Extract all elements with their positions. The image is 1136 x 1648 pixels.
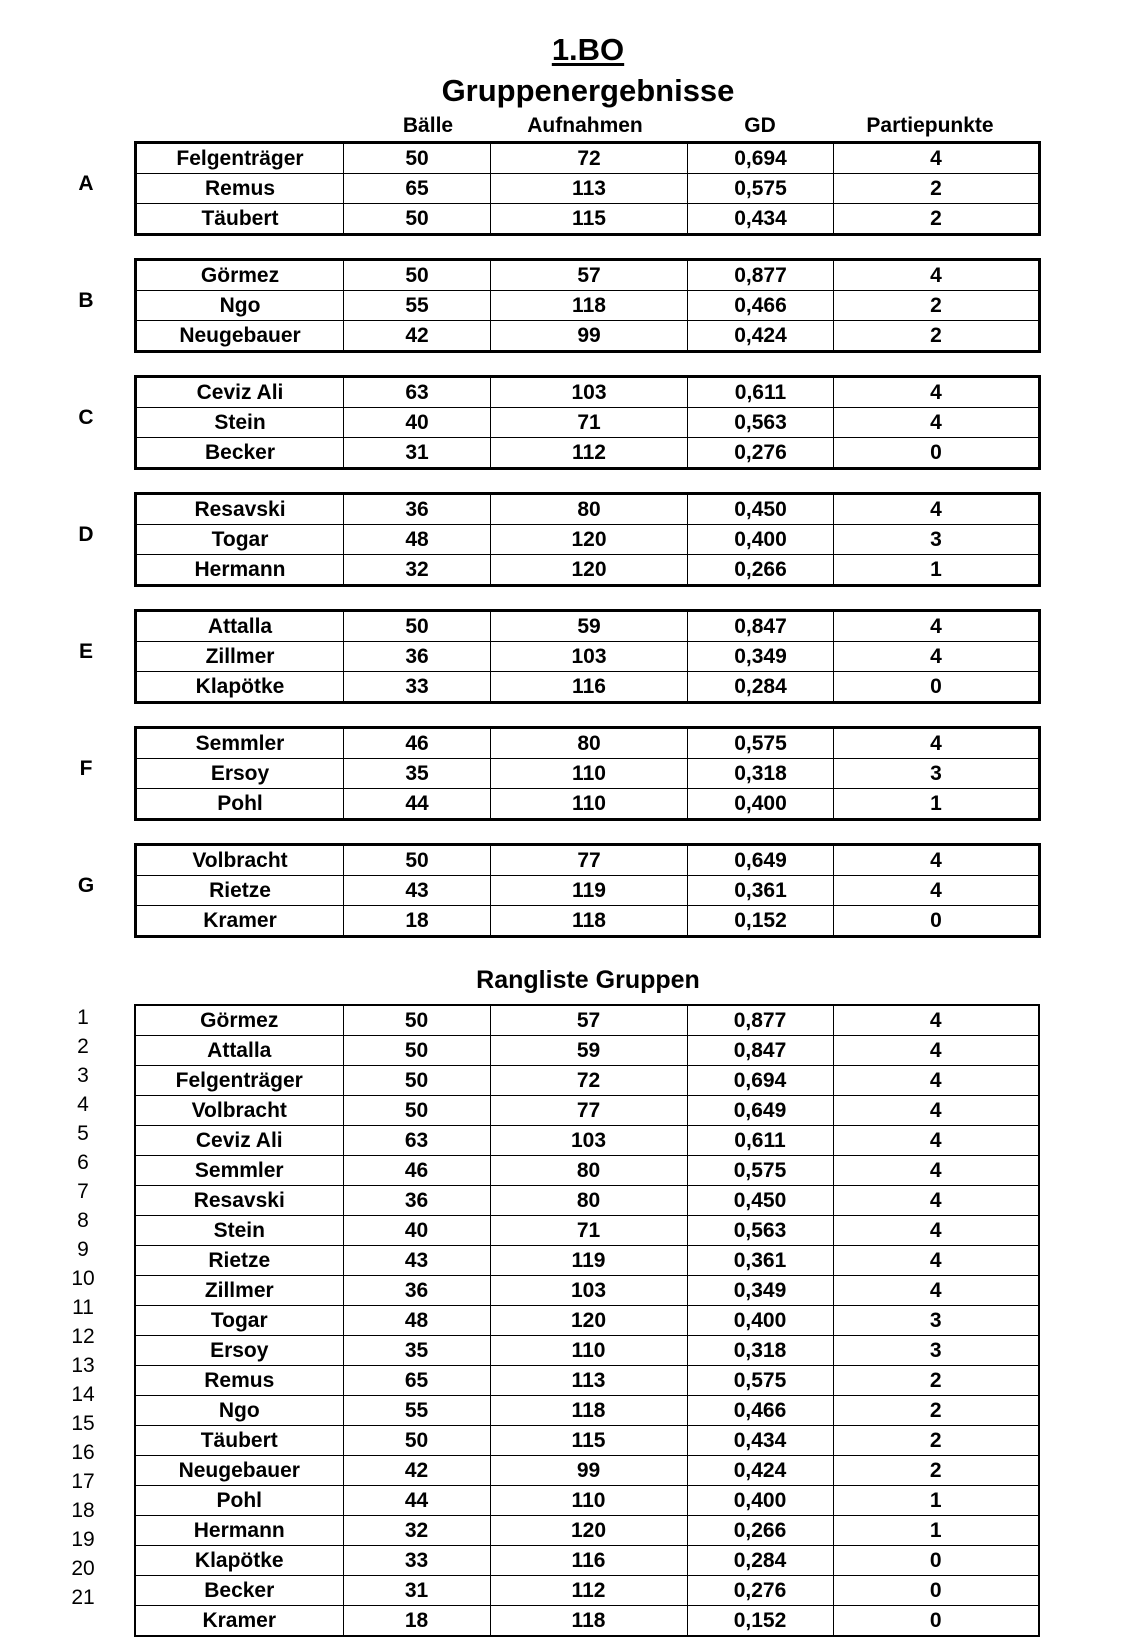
cell-gd: 0,611 [687,1126,833,1156]
cell-baelle: 50 [344,143,491,174]
table-row [135,1606,1039,1637]
cell-partiepunkte: 4 [834,260,1040,291]
cell-aufnahmen: 118 [491,906,688,937]
rank-number: 8 [77,1209,89,1232]
table-row [135,1456,1039,1486]
cell-name: Togar [135,1306,343,1336]
cell-baelle: 50 [343,1426,490,1456]
cell-name: Ersoy [135,1336,343,1366]
rank-number: 9 [77,1238,89,1261]
table-row [136,291,1040,321]
cell-aufnahmen: 77 [491,845,688,876]
table-row [136,260,1040,291]
rank-number: 12 [71,1325,95,1348]
rank-number: 20 [71,1557,95,1580]
group-label: C [78,406,94,429]
table-row [135,1036,1039,1066]
table-row [135,1126,1039,1156]
cell-aufnahmen: 115 [490,1426,687,1456]
rank-number: 18 [71,1499,95,1522]
group-table [134,141,1041,236]
rank-number: 10 [71,1267,95,1290]
cell-gd: 0,318 [687,1336,833,1366]
cell-baelle: 42 [343,1456,490,1486]
group-label: D [78,523,94,546]
cell-partiepunkte: 4 [834,611,1040,642]
cell-aufnahmen: 120 [490,1516,687,1546]
cell-gd: 0,284 [687,1546,833,1576]
cell-gd: 0,694 [687,1066,833,1096]
cell-baelle: 35 [343,1336,490,1366]
table-row [136,321,1040,352]
cell-baelle: 50 [343,1096,490,1126]
cell-name: Becker [135,1576,343,1606]
cell-name: Remus [135,1366,343,1396]
cell-aufnahmen: 120 [491,525,688,555]
cell-aufnahmen: 113 [491,174,688,204]
cell-partiepunkte: 4 [833,1276,1039,1306]
table-row [136,845,1040,876]
cell-baelle: 40 [343,1216,490,1246]
table-row [135,1246,1039,1276]
cell-aufnahmen: 119 [490,1246,687,1276]
table-row [136,906,1040,937]
ranking-table [134,1004,1040,1637]
table-row [136,876,1040,906]
cell-name: Ceviz Ali [135,1126,343,1156]
rank-number: 6 [77,1151,89,1174]
cell-gd: 0,349 [687,1276,833,1306]
cell-name: Ngo [135,1396,343,1426]
cell-baelle: 18 [343,1606,490,1637]
table-row [135,1186,1039,1216]
cell-partiepunkte: 1 [834,555,1040,586]
cell-baelle: 31 [343,1576,490,1606]
cell-gd: 0,152 [687,1606,833,1637]
cell-gd: 0,318 [688,759,834,789]
cell-aufnahmen: 71 [490,1216,687,1246]
rank-number: 19 [71,1528,95,1551]
cell-partiepunkte: 2 [833,1366,1039,1396]
cell-partiepunkte: 0 [834,672,1040,703]
cell-name: Klapötke [136,672,344,703]
cell-baelle: 50 [343,1036,490,1066]
cell-aufnahmen: 103 [490,1126,687,1156]
cell-partiepunkte: 4 [833,1156,1039,1186]
cell-name: Zillmer [136,642,344,672]
rank-number: 11 [72,1296,94,1319]
cell-name: Resavski [135,1186,343,1216]
cell-gd: 0,400 [688,789,834,820]
cell-aufnahmen: 80 [490,1156,687,1186]
cell-name: Felgenträger [136,143,344,174]
table-row [136,611,1040,642]
cell-partiepunkte: 2 [833,1456,1039,1486]
cell-aufnahmen: 110 [490,1336,687,1366]
cell-name: Semmler [136,728,344,759]
cell-baelle: 65 [344,174,491,204]
group-table [134,492,1041,587]
cell-aufnahmen: 77 [490,1096,687,1126]
page-title: 1.BO [551,32,625,67]
page-subtitle: Gruppenergebnisse [441,73,735,108]
cell-gd: 0,575 [688,728,834,759]
column-header-aufnahmen: Aufnahmen [527,114,643,137]
cell-baelle: 55 [344,291,491,321]
cell-gd: 0,152 [688,906,834,937]
cell-name: Kramer [136,906,344,937]
table-row [136,377,1040,408]
column-header-baelle: Bälle [402,114,454,137]
cell-gd: 0,877 [688,260,834,291]
cell-partiepunkte: 4 [833,1126,1039,1156]
cell-partiepunkte: 0 [834,438,1040,469]
cell-gd: 0,563 [687,1216,833,1246]
cell-partiepunkte: 3 [834,759,1040,789]
cell-aufnahmen: 99 [490,1456,687,1486]
cell-baelle: 42 [344,321,491,352]
table-row [135,1156,1039,1186]
cell-partiepunkte: 2 [834,204,1040,235]
cell-partiepunkte: 2 [834,321,1040,352]
rank-number: 16 [71,1441,95,1464]
cell-aufnahmen: 59 [490,1036,687,1066]
cell-name: Stein [135,1216,343,1246]
cell-gd: 0,400 [687,1306,833,1336]
cell-baelle: 50 [343,1066,490,1096]
cell-partiepunkte: 3 [833,1306,1039,1336]
cell-aufnahmen: 80 [491,728,688,759]
cell-name: Görmez [136,260,344,291]
table-row [135,1336,1039,1366]
cell-gd: 0,434 [687,1426,833,1456]
table-row [135,1066,1039,1096]
table-row [136,789,1040,820]
rank-number: 14 [71,1383,95,1406]
cell-partiepunkte: 0 [833,1576,1039,1606]
cell-gd: 0,563 [688,408,834,438]
cell-name: Remus [136,174,344,204]
table-row [135,1005,1039,1036]
table-row [136,494,1040,525]
cell-gd: 0,450 [688,494,834,525]
cell-name: Resavski [136,494,344,525]
cell-gd: 0,276 [688,438,834,469]
cell-partiepunkte: 2 [834,174,1040,204]
table-row [135,1276,1039,1306]
rank-number: 4 [77,1093,89,1116]
cell-aufnahmen: 118 [491,291,688,321]
cell-partiepunkte: 4 [834,143,1040,174]
cell-name: Hermann [135,1516,343,1546]
cell-gd: 0,611 [688,377,834,408]
cell-name: Rietze [136,876,344,906]
table-row [136,143,1040,174]
table-row [135,1396,1039,1426]
cell-name: Neugebauer [135,1456,343,1486]
table-row [136,438,1040,469]
cell-name: Togar [136,525,344,555]
cell-partiepunkte: 4 [833,1066,1039,1096]
cell-baelle: 43 [344,876,491,906]
cell-name: Felgenträger [135,1066,343,1096]
rank-number: 17 [71,1470,95,1493]
cell-gd: 0,434 [688,204,834,235]
cell-name: Ersoy [136,759,344,789]
cell-gd: 0,361 [688,876,834,906]
cell-gd: 0,450 [687,1186,833,1216]
cell-gd: 0,284 [688,672,834,703]
cell-partiepunkte: 4 [833,1246,1039,1276]
cell-aufnahmen: 72 [490,1066,687,1096]
cell-aufnahmen: 118 [490,1396,687,1426]
cell-partiepunkte: 1 [834,789,1040,820]
cell-aufnahmen: 120 [491,555,688,586]
cell-baelle: 36 [344,494,491,525]
cell-baelle: 46 [344,728,491,759]
cell-name: Attalla [135,1036,343,1066]
cell-baelle: 50 [344,845,491,876]
table-row [136,672,1040,703]
cell-gd: 0,575 [687,1156,833,1186]
cell-aufnahmen: 110 [490,1486,687,1516]
cell-aufnahmen: 103 [491,377,688,408]
cell-baelle: 43 [343,1246,490,1276]
cell-name: Semmler [135,1156,343,1186]
cell-gd: 0,361 [687,1246,833,1276]
rank-number: 3 [77,1064,89,1087]
table-row [135,1216,1039,1246]
rank-number: 21 [71,1586,95,1609]
cell-gd: 0,847 [687,1036,833,1066]
cell-aufnahmen: 113 [490,1366,687,1396]
cell-aufnahmen: 110 [491,789,688,820]
table-row [136,642,1040,672]
cell-baelle: 31 [344,438,491,469]
rank-number: 15 [71,1412,95,1435]
cell-name: Volbracht [135,1096,343,1126]
cell-gd: 0,349 [688,642,834,672]
group-table [134,726,1041,821]
group-table [134,609,1041,704]
table-row [135,1366,1039,1396]
cell-baelle: 55 [343,1396,490,1426]
cell-gd: 0,424 [688,321,834,352]
cell-name: Neugebauer [136,321,344,352]
table-row [135,1486,1039,1516]
cell-name: Pohl [135,1486,343,1516]
rank-number: 1 [77,1006,89,1029]
cell-name: Becker [136,438,344,469]
cell-name: Rietze [135,1246,343,1276]
cell-aufnahmen: 57 [490,1005,687,1036]
cell-aufnahmen: 80 [491,494,688,525]
cell-baelle: 33 [343,1546,490,1576]
group-label: A [78,172,94,195]
cell-baelle: 48 [344,525,491,555]
cell-gd: 0,877 [687,1005,833,1036]
cell-gd: 0,649 [688,845,834,876]
rank-number: 2 [77,1035,89,1058]
cell-gd: 0,466 [687,1396,833,1426]
cell-aufnahmen: 112 [490,1576,687,1606]
cell-aufnahmen: 103 [491,642,688,672]
cell-aufnahmen: 72 [491,143,688,174]
cell-partiepunkte: 1 [833,1486,1039,1516]
cell-partiepunkte: 4 [834,728,1040,759]
cell-name: Täubert [135,1426,343,1456]
cell-partiepunkte: 4 [833,1036,1039,1066]
table-row [136,408,1040,438]
cell-gd: 0,424 [687,1456,833,1486]
cell-gd: 0,694 [688,143,834,174]
table-row [135,1576,1039,1606]
cell-name: Görmez [135,1005,343,1036]
table-row [135,1426,1039,1456]
cell-partiepunkte: 4 [833,1216,1039,1246]
group-label: F [79,757,93,780]
cell-partiepunkte: 4 [833,1186,1039,1216]
cell-aufnahmen: 116 [491,672,688,703]
cell-partiepunkte: 4 [834,377,1040,408]
cell-baelle: 50 [344,611,491,642]
table-row [135,1546,1039,1576]
cell-baelle: 50 [343,1005,490,1036]
group-label: G [77,874,95,897]
group-table [134,843,1041,938]
cell-aufnahmen: 118 [490,1606,687,1637]
cell-gd: 0,400 [688,525,834,555]
ranking-title: Rangliste Gruppen [476,966,700,994]
rank-number: 7 [77,1180,89,1203]
cell-baelle: 63 [343,1126,490,1156]
cell-baelle: 36 [344,642,491,672]
table-row [135,1306,1039,1336]
cell-partiepunkte: 4 [834,408,1040,438]
cell-gd: 0,649 [687,1096,833,1126]
cell-name: Ceviz Ali [136,377,344,408]
cell-baelle: 35 [344,759,491,789]
cell-aufnahmen: 80 [490,1186,687,1216]
cell-partiepunkte: 4 [833,1005,1039,1036]
cell-aufnahmen: 99 [491,321,688,352]
cell-partiepunkte: 3 [833,1336,1039,1366]
cell-partiepunkte: 0 [833,1606,1039,1637]
cell-baelle: 50 [344,260,491,291]
cell-name: Klapötke [135,1546,343,1576]
table-row [136,728,1040,759]
table-row [136,759,1040,789]
cell-gd: 0,276 [687,1576,833,1606]
cell-baelle: 36 [343,1186,490,1216]
cell-baelle: 44 [343,1486,490,1516]
cell-baelle: 65 [343,1366,490,1396]
cell-baelle: 33 [344,672,491,703]
cell-aufnahmen: 112 [491,438,688,469]
column-header-gd: GD [744,114,776,137]
cell-gd: 0,266 [688,555,834,586]
cell-baelle: 48 [343,1306,490,1336]
cell-aufnahmen: 103 [490,1276,687,1306]
cell-partiepunkte: 4 [834,642,1040,672]
cell-name: Zillmer [135,1276,343,1306]
cell-baelle: 50 [344,204,491,235]
cell-name: Täubert [136,204,344,235]
cell-gd: 0,575 [688,174,834,204]
cell-aufnahmen: 119 [491,876,688,906]
cell-name: Pohl [136,789,344,820]
cell-baelle: 32 [343,1516,490,1546]
table-row [136,555,1040,586]
cell-aufnahmen: 110 [491,759,688,789]
cell-gd: 0,466 [688,291,834,321]
table-row [136,204,1040,235]
table-row [136,174,1040,204]
cell-name: Ngo [136,291,344,321]
cell-baelle: 63 [344,377,491,408]
cell-aufnahmen: 116 [490,1546,687,1576]
cell-partiepunkte: 2 [834,291,1040,321]
cell-baelle: 18 [344,906,491,937]
group-label: B [78,289,94,312]
cell-gd: 0,266 [687,1516,833,1546]
cell-partiepunkte: 4 [833,1096,1039,1126]
cell-partiepunkte: 3 [834,525,1040,555]
cell-partiepunkte: 1 [833,1516,1039,1546]
cell-aufnahmen: 57 [491,260,688,291]
column-header-partiepunkte: Partiepunkte [866,114,994,137]
cell-aufnahmen: 115 [491,204,688,235]
cell-name: Stein [136,408,344,438]
cell-baelle: 36 [343,1276,490,1306]
cell-aufnahmen: 120 [490,1306,687,1336]
cell-baelle: 40 [344,408,491,438]
cell-gd: 0,575 [687,1366,833,1396]
cell-partiepunkte: 0 [833,1546,1039,1576]
table-row [136,525,1040,555]
cell-partiepunkte: 2 [833,1426,1039,1456]
cell-baelle: 44 [344,789,491,820]
cell-aufnahmen: 59 [491,611,688,642]
cell-gd: 0,400 [687,1486,833,1516]
cell-partiepunkte: 4 [834,845,1040,876]
cell-aufnahmen: 71 [491,408,688,438]
rank-number: 5 [77,1122,89,1145]
cell-partiepunkte: 4 [834,876,1040,906]
rank-number: 13 [71,1354,95,1377]
table-row [135,1516,1039,1546]
cell-baelle: 32 [344,555,491,586]
group-table [134,375,1041,470]
cell-name: Hermann [136,555,344,586]
cell-partiepunkte: 2 [833,1396,1039,1426]
cell-partiepunkte: 4 [834,494,1040,525]
cell-gd: 0,847 [688,611,834,642]
cell-name: Attalla [136,611,344,642]
cell-name: Volbracht [136,845,344,876]
cell-partiepunkte: 0 [834,906,1040,937]
group-table [134,258,1041,353]
table-row [135,1096,1039,1126]
cell-baelle: 46 [343,1156,490,1186]
group-label: E [78,640,93,663]
cell-name: Kramer [135,1606,343,1637]
